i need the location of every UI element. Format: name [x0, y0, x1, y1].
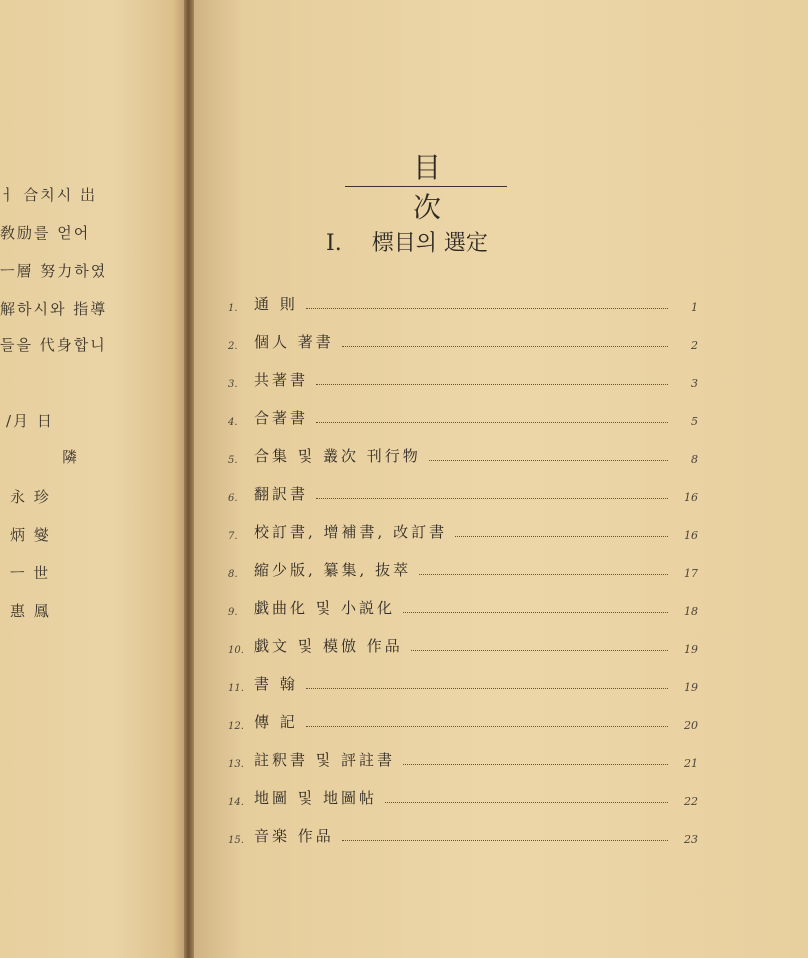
toc-entry[interactable] — [228, 368, 698, 390]
toc-entry[interactable] — [228, 748, 698, 770]
dot-leader — [316, 384, 668, 385]
entry-page: 16 — [684, 529, 698, 542]
entry-page: 20 — [684, 719, 698, 732]
left-line: 解하시와 指導 — [0, 300, 108, 318]
entry-title: 音楽 作品 — [254, 827, 334, 845]
dot-leader — [419, 574, 668, 575]
dot-leader — [403, 764, 668, 765]
section-title: 標目의 選定 — [371, 231, 488, 256]
entry-page: 2 — [691, 339, 698, 352]
left-line: 惠 鳳 — [10, 602, 51, 620]
entry-title: 戯文 및 模倣 作品 — [254, 637, 403, 655]
entry-title: 縮少版, 纂集, 抜萃 — [254, 561, 412, 579]
entry-number: 12. — [228, 721, 244, 732]
entry-page: 8 — [691, 453, 698, 466]
entry-title: 翻訳書 — [254, 485, 309, 503]
dot-leader — [306, 688, 668, 689]
entry-number: 8. — [228, 569, 238, 580]
dot-leader — [342, 840, 668, 841]
entry-number: 13. — [228, 759, 244, 770]
page-title: 目次 — [412, 151, 487, 224]
entry-number: 14. — [228, 797, 244, 808]
entry-page: 21 — [684, 757, 698, 770]
left-line: 들을 代身합니 — [0, 336, 107, 354]
entry-number: 6. — [228, 493, 238, 504]
dot-leader — [316, 422, 668, 423]
entry-title: 地圖 및 地圖帖 — [254, 789, 378, 807]
entry-number: 5. — [228, 455, 238, 466]
entry-number: 2. — [228, 341, 238, 352]
toc-entry[interactable] — [228, 710, 698, 732]
entry-title: 書 翰 — [254, 675, 298, 693]
left-line: 敎励를 얻어 — [0, 224, 91, 242]
toc-entry[interactable] — [228, 596, 698, 618]
entry-number: 7. — [228, 531, 238, 542]
entry-number: 15. — [228, 835, 244, 846]
entry-page: 22 — [684, 795, 698, 808]
entry-number: 11. — [228, 683, 244, 694]
entry-page: 19 — [684, 681, 698, 694]
entry-title: 合集 및 叢次 刊行物 — [254, 447, 421, 465]
right-page — [194, 0, 808, 958]
left-line: ㅓ 合치시 岀 — [0, 186, 98, 204]
left-line: ㅡ 世 — [10, 564, 51, 582]
toc-entry[interactable] — [228, 330, 698, 352]
toc-entry[interactable] — [228, 520, 698, 542]
toc-entry[interactable] — [228, 406, 698, 428]
entry-title: 傳 記 — [254, 713, 298, 731]
left-line: 隣 — [62, 448, 80, 466]
section-heading — [326, 226, 488, 257]
entry-number: 10. — [228, 645, 244, 656]
dot-leader — [429, 460, 668, 461]
toc-entry[interactable] — [228, 292, 698, 314]
toc-entry[interactable] — [228, 558, 698, 580]
dot-leader — [403, 612, 668, 613]
left-line: ㅡ層 努力하였 — [0, 262, 108, 280]
entry-page: 5 — [691, 415, 698, 428]
dot-leader — [306, 308, 668, 309]
left-line: 永 珍 — [10, 488, 51, 506]
entry-number: 3. — [228, 379, 238, 390]
entry-page: 18 — [684, 605, 698, 618]
entry-page: 19 — [684, 643, 698, 656]
entry-number: 4. — [228, 417, 238, 428]
entry-title: 戯曲化 및 小説化 — [254, 599, 396, 617]
left-line: 炳 燮 — [10, 526, 51, 544]
toc-entry[interactable] — [228, 824, 698, 846]
entry-title: 通 則 — [254, 295, 298, 313]
entry-page: 16 — [684, 491, 698, 504]
entry-number: 1. — [228, 303, 238, 314]
entry-title: 共著書 — [254, 371, 309, 389]
dot-leader — [316, 498, 668, 499]
entry-title: 校訂書, 增補書, 改訂書 — [254, 523, 448, 541]
entry-page: 23 — [684, 833, 698, 846]
dot-leader — [385, 802, 668, 803]
toc-entry[interactable] — [228, 444, 698, 466]
left-line: /月 日 — [6, 412, 54, 430]
toc-entry[interactable] — [228, 482, 698, 504]
dot-leader — [411, 650, 668, 651]
dot-leader — [342, 346, 668, 347]
entry-number: 9. — [228, 607, 238, 618]
toc-entry[interactable] — [228, 786, 698, 808]
entry-page: 1 — [691, 301, 698, 314]
left-page — [0, 0, 188, 958]
toc-entry[interactable] — [228, 634, 698, 656]
section-number: I. — [326, 231, 342, 256]
dot-leader — [455, 536, 668, 537]
toc-entry[interactable] — [228, 672, 698, 694]
book-gutter — [184, 0, 194, 958]
dot-leader — [306, 726, 668, 727]
entry-page: 17 — [684, 567, 698, 580]
entry-page: 3 — [691, 377, 698, 390]
title-underline — [345, 186, 507, 187]
entry-title: 註釈書 및 評註書 — [254, 751, 396, 769]
entry-title: 合著書 — [254, 409, 309, 427]
entry-title: 個人 著書 — [254, 333, 334, 351]
